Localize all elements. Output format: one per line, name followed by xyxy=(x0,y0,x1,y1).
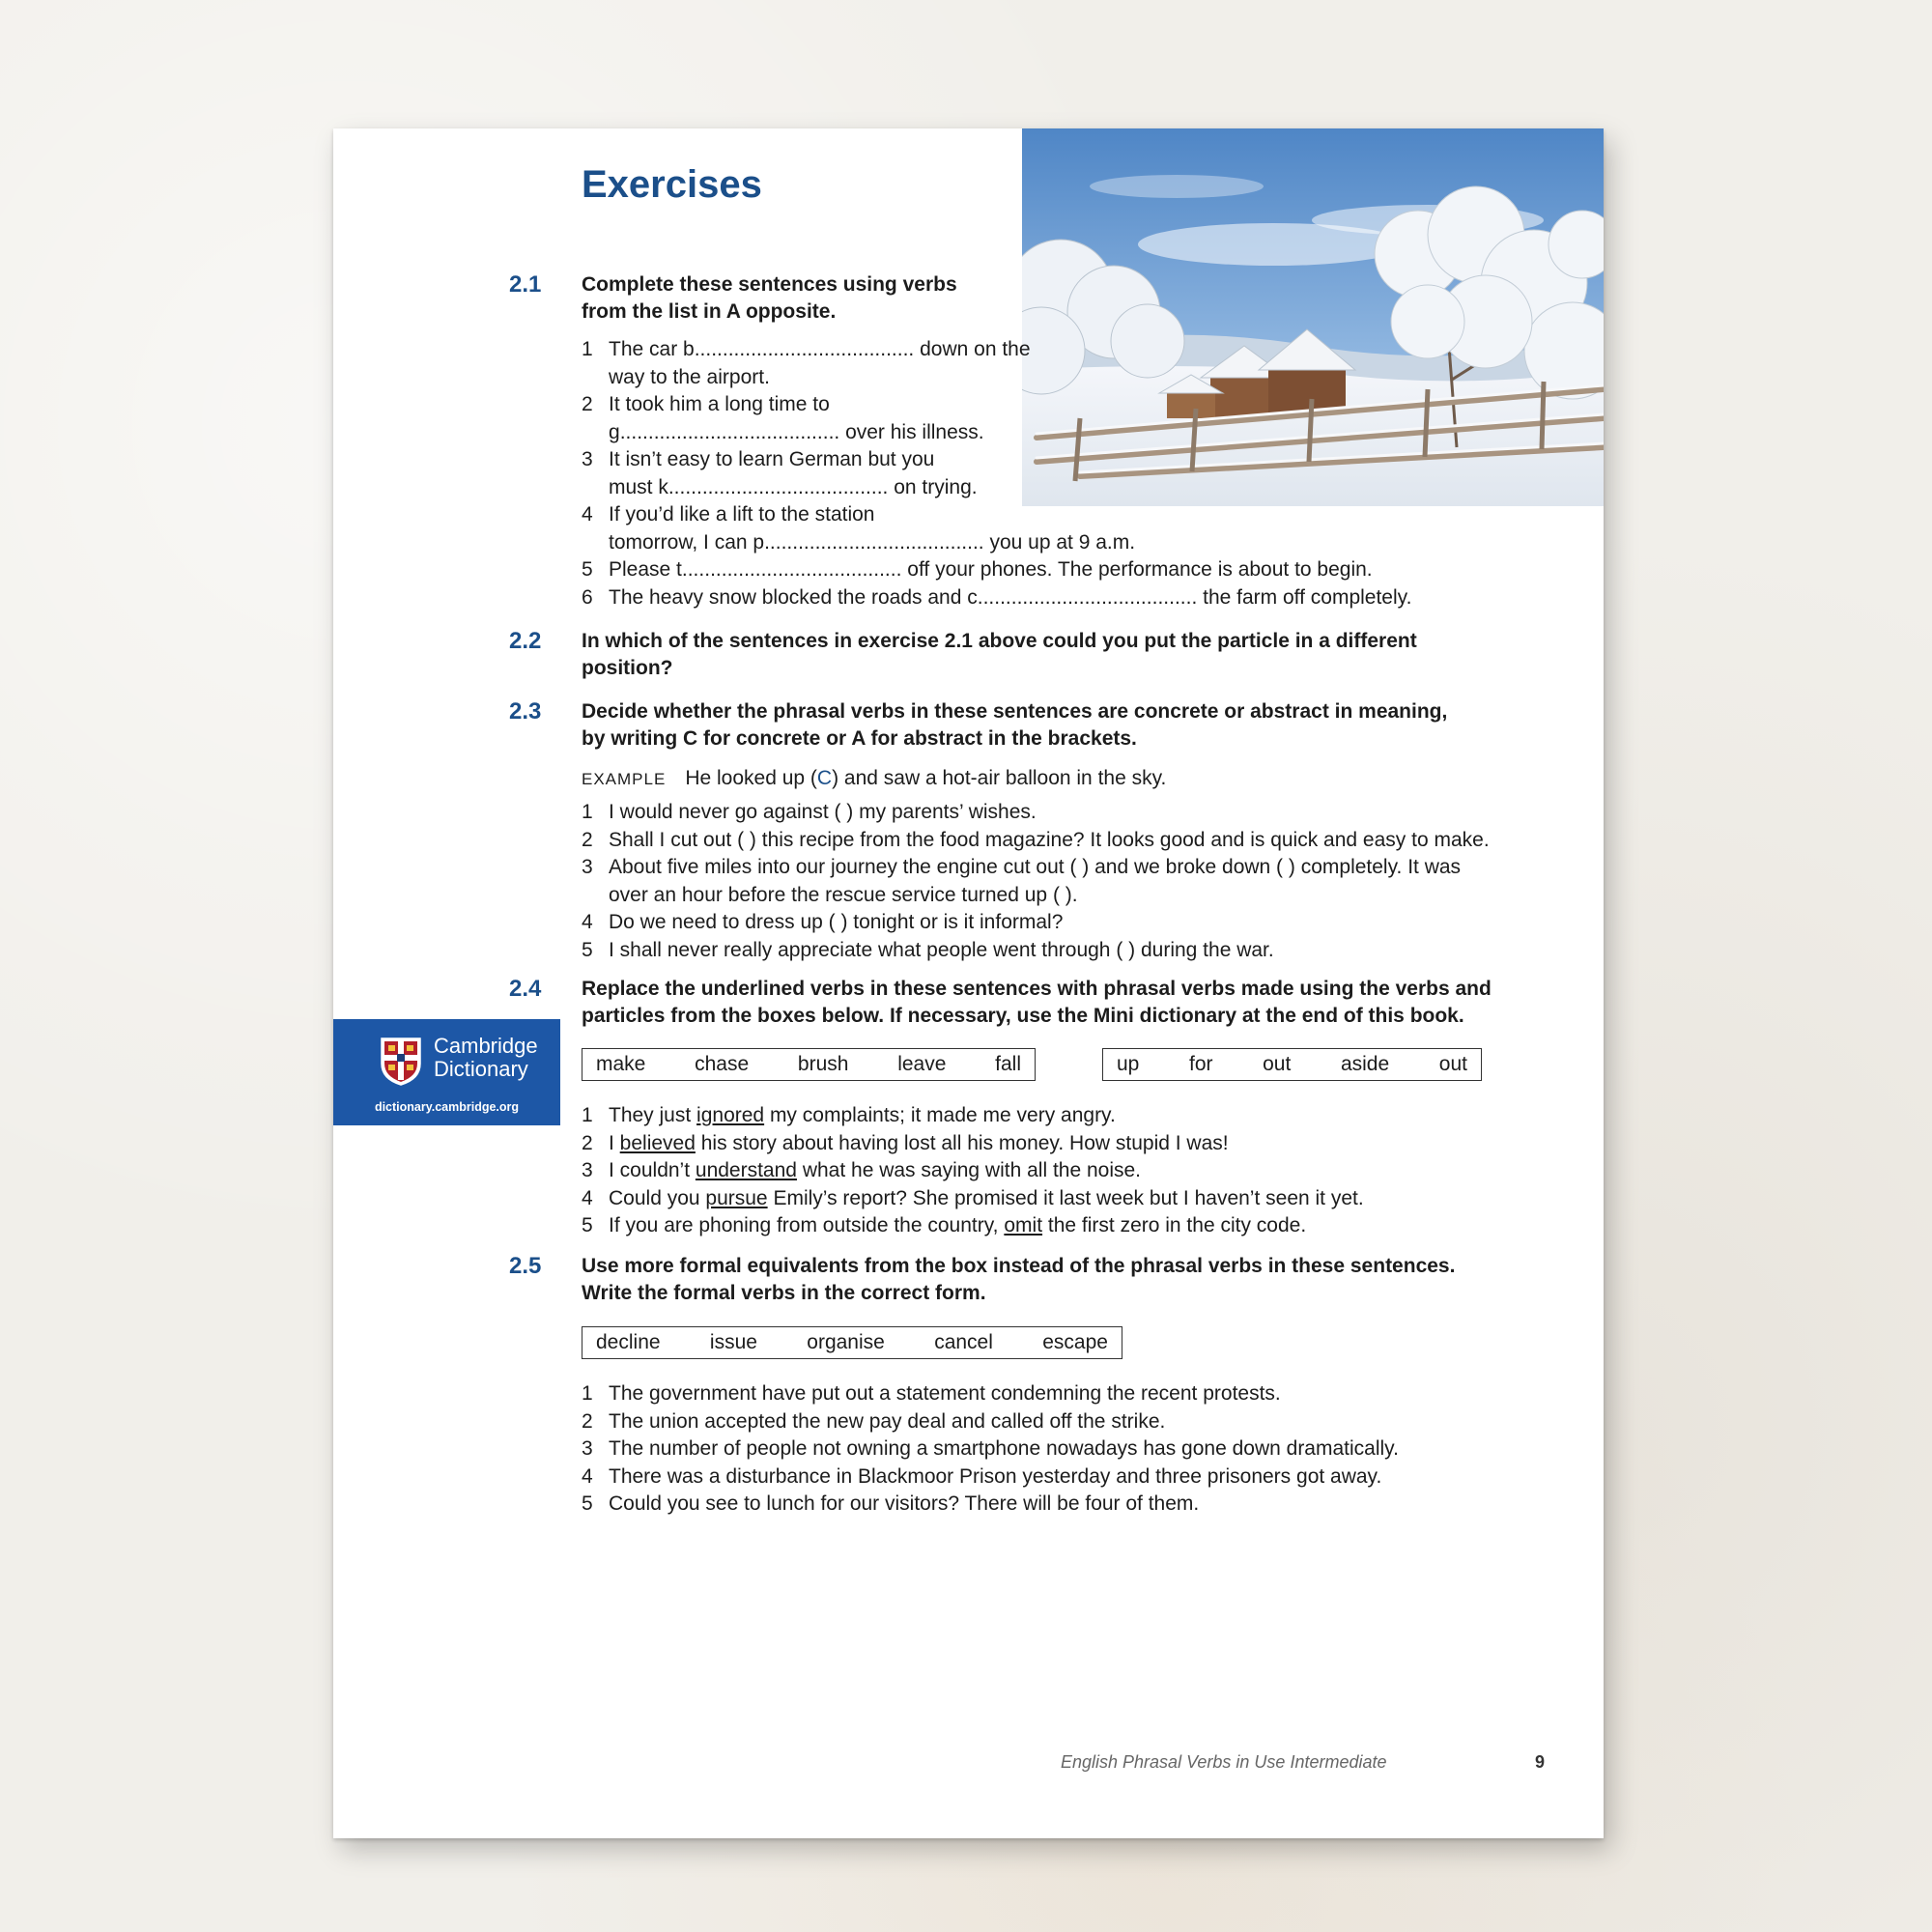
item-text: off your phones. The performance is about to begin. xyxy=(901,558,1373,581)
list-item xyxy=(582,909,1490,937)
list-item xyxy=(582,1185,1364,1213)
item-number: 3 xyxy=(582,1159,593,1181)
item-number: 5 xyxy=(582,1492,593,1515)
list-item xyxy=(582,1491,1399,1519)
item-text: Do we need to dress up ( ) tonight or is it informal? xyxy=(609,911,1064,933)
instruction-line: Replace the underlined verbs in these sentences with phrasal verbs made using the verbs and xyxy=(582,978,1492,1000)
item-number: 4 xyxy=(582,1464,593,1488)
item-text: must k xyxy=(609,475,668,498)
exercise-2-3-list xyxy=(582,799,1490,964)
exercise-2-3-number: 2.3 xyxy=(509,698,542,724)
list-item xyxy=(582,1463,1399,1492)
box-word: up xyxy=(1117,1053,1140,1075)
item-text: my complaints; it made me very angry. xyxy=(764,1104,1116,1126)
item-number: 4 xyxy=(582,503,593,526)
exercise-2-3-instruction xyxy=(582,698,1447,753)
exercise-2-1-list xyxy=(582,336,1411,611)
list-item xyxy=(582,937,1490,965)
item-text: The government have put out a statement condemning the recent protests. xyxy=(609,1382,1281,1405)
list-item xyxy=(582,501,1411,556)
item-text: About five miles into our journey the engine cut out ( ) and we broke down ( ) completely. It was xyxy=(609,856,1462,878)
item-text: It took him a long time to xyxy=(609,393,830,415)
instruction-line: Write the formal verbs in the correct form. xyxy=(582,1282,986,1304)
instruction-line: from the list in A opposite. xyxy=(582,300,837,323)
list-item xyxy=(582,799,1490,827)
list-item xyxy=(582,446,1411,501)
exercise-2-5-list xyxy=(582,1380,1399,1519)
item-text: If you are phoning from outside the country, xyxy=(609,1214,1005,1236)
item-number: 2 xyxy=(582,1409,593,1433)
instruction-line: In which of the sentences in exercise 2.1 above could you put the particle in a different xyxy=(582,630,1417,652)
instruction-line: Decide whether the phrasal verbs in these sentences are concrete or abstract in meaning, xyxy=(582,700,1448,723)
exercise-2-2-number: 2.2 xyxy=(509,628,542,654)
list-item xyxy=(582,1102,1364,1130)
box-word: aside xyxy=(1340,1053,1390,1075)
box-word: brush xyxy=(797,1053,849,1075)
item-text: the farm off completely. xyxy=(1197,585,1412,609)
list-item xyxy=(582,584,1411,612)
list-item xyxy=(582,336,1411,391)
instruction-line: Complete these sentences using verbs xyxy=(582,273,957,296)
list-item xyxy=(582,1435,1399,1463)
box-word: cancel xyxy=(934,1331,993,1353)
item-number: 3 xyxy=(582,856,593,878)
box-word: out xyxy=(1438,1053,1467,1075)
item-number: 3 xyxy=(582,1437,593,1460)
example-answer: C xyxy=(816,767,833,789)
item-number: 2 xyxy=(582,1131,593,1154)
exercise-2-4-list xyxy=(582,1102,1364,1240)
blank-dots: ....................................... xyxy=(668,475,889,498)
box-word: out xyxy=(1263,1053,1292,1075)
exercise-2-1-instruction xyxy=(582,271,957,326)
item-number: 4 xyxy=(582,1186,593,1209)
exercise-2-4-number: 2.4 xyxy=(509,976,542,1002)
list-item xyxy=(582,391,1411,446)
box-word: chase xyxy=(695,1053,750,1075)
page-title: Exercises xyxy=(582,163,762,206)
item-text: If you’d like a lift to the station xyxy=(609,503,875,526)
example-label: EXAMPLE xyxy=(582,770,667,788)
underlined-verb: omit xyxy=(1004,1214,1043,1236)
item-text: It isn’t easy to learn German but you xyxy=(609,448,935,470)
box-word: organise xyxy=(807,1331,885,1353)
brand-line: Cambridge xyxy=(434,1034,538,1058)
item-text: over an hour before the rescue service turned up ( ). xyxy=(609,883,1078,906)
cambridge-dictionary-url[interactable]: dictionary.cambridge.org xyxy=(374,1100,520,1114)
item-number: 6 xyxy=(582,585,593,609)
item-text: I shall never really appreciate what people went through ( ) during the war. xyxy=(609,938,1274,961)
list-item xyxy=(582,854,1490,909)
item-text: Could you see to lunch for our visitors? There will be four of them. xyxy=(609,1492,1200,1515)
item-text: I xyxy=(609,1131,620,1154)
formal-verbs-box xyxy=(582,1326,1122,1359)
blank-dots: ....................................... xyxy=(681,558,902,581)
item-text: Please t xyxy=(609,558,682,581)
item-text: on trying. xyxy=(888,475,978,498)
list-item xyxy=(582,827,1490,855)
exercise-2-5-number: 2.5 xyxy=(509,1253,542,1279)
blank-dots: ....................................... xyxy=(977,585,1198,609)
cambridge-dictionary-name xyxy=(434,1035,538,1081)
item-text: you up at 9 a.m. xyxy=(983,530,1136,554)
item-text: Shall I cut out ( ) this recipe from the food magazine? It looks good and is quick and easy to make. xyxy=(609,828,1490,851)
box-word: fall xyxy=(995,1053,1021,1075)
underlined-verb: pursue xyxy=(705,1186,768,1209)
particles-box xyxy=(1102,1048,1482,1081)
item-text: I would never go against ( ) my parents’ wishes. xyxy=(609,801,1037,823)
underlined-verb: understand xyxy=(695,1159,797,1181)
instruction-line: Use more formal equivalents from the box instead of the phrasal verbs in these sentences. xyxy=(582,1255,1456,1277)
box-word: decline xyxy=(596,1331,661,1353)
item-number: 5 xyxy=(582,1214,593,1236)
item-text: I couldn’t xyxy=(609,1159,696,1181)
blank-dots: ....................................... xyxy=(619,420,840,443)
item-number: 4 xyxy=(582,911,593,933)
exercise-2-1-number: 2.1 xyxy=(509,271,542,298)
item-text: way to the airport. xyxy=(609,365,770,388)
item-number: 1 xyxy=(582,801,593,823)
instruction-line: particles from the boxes below. If necessary, use the Mini dictionary at the end of this book. xyxy=(582,1005,1464,1027)
instruction-line: position? xyxy=(582,657,673,679)
box-word: issue xyxy=(709,1331,757,1353)
item-number: 1 xyxy=(582,1104,593,1126)
list-item xyxy=(582,556,1411,584)
cambridge-dictionary-banner[interactable] xyxy=(333,1019,560,1125)
list-item xyxy=(582,1212,1364,1240)
brand-line: Dictionary xyxy=(434,1057,528,1081)
item-number: 2 xyxy=(582,828,593,851)
cambridge-shield-icon xyxy=(380,1037,422,1087)
verbs-box xyxy=(582,1048,1036,1081)
item-number: 2 xyxy=(582,393,593,415)
item-text: The car b xyxy=(609,338,695,360)
item-text: down on the xyxy=(914,338,1031,360)
item-text: The number of people not owning a smartphone nowadays has gone down dramatically. xyxy=(609,1437,1399,1460)
blank-dots: ....................................... xyxy=(764,530,984,554)
item-number: 1 xyxy=(582,338,593,360)
item-text: tomorrow, I can p xyxy=(609,530,765,554)
item-text: what he was saying with all the noise. xyxy=(796,1159,1142,1181)
item-number: 1 xyxy=(582,1382,593,1405)
underlined-verb: ignored xyxy=(696,1104,765,1126)
page-number: 9 xyxy=(1535,1752,1546,1772)
exercise-2-5-instruction xyxy=(582,1253,1455,1307)
item-text: They just xyxy=(609,1104,697,1126)
item-text: the first zero in the city code. xyxy=(1042,1214,1307,1236)
box-word: for xyxy=(1188,1053,1213,1075)
example-text: He looked up ( xyxy=(685,767,817,789)
exercise-2-4-instruction xyxy=(582,976,1492,1030)
item-number: 5 xyxy=(582,558,593,581)
list-item xyxy=(582,1380,1399,1408)
item-text: The heavy snow blocked the roads and c xyxy=(609,585,978,609)
blank-dots: ....................................... xyxy=(694,338,915,360)
list-item xyxy=(582,1408,1399,1436)
exercise-2-2-instruction xyxy=(582,628,1417,682)
item-text: his story about having lost all his money. How stupid I was! xyxy=(695,1131,1229,1154)
list-item xyxy=(582,1130,1364,1158)
book-page xyxy=(333,128,1604,1838)
item-text: Could you xyxy=(609,1186,706,1209)
exercise-2-3-example xyxy=(582,765,1166,793)
item-number: 5 xyxy=(582,938,593,961)
item-text: There was a disturbance in Blackmoor Prison yesterday and three prisoners got away. xyxy=(609,1464,1382,1488)
item-text: Emily’s report? She promised it last week but I haven’t seen it yet. xyxy=(767,1186,1364,1209)
box-word: leave xyxy=(897,1053,947,1075)
item-text: over his illness. xyxy=(839,420,984,443)
list-item xyxy=(582,1157,1364,1185)
example-text: ) and saw a hot-air balloon in the sky. xyxy=(832,767,1167,789)
item-number: 3 xyxy=(582,448,593,470)
underlined-verb: believed xyxy=(619,1131,696,1154)
box-word: escape xyxy=(1042,1331,1108,1353)
box-word: make xyxy=(596,1053,646,1075)
item-text: The union accepted the new pay deal and called off the strike. xyxy=(609,1409,1166,1433)
item-text: g xyxy=(609,420,620,443)
book-title-footer: English Phrasal Verbs in Use Intermediate xyxy=(1061,1752,1387,1772)
instruction-line: by writing C for concrete or A for abstract in the brackets. xyxy=(582,727,1137,750)
